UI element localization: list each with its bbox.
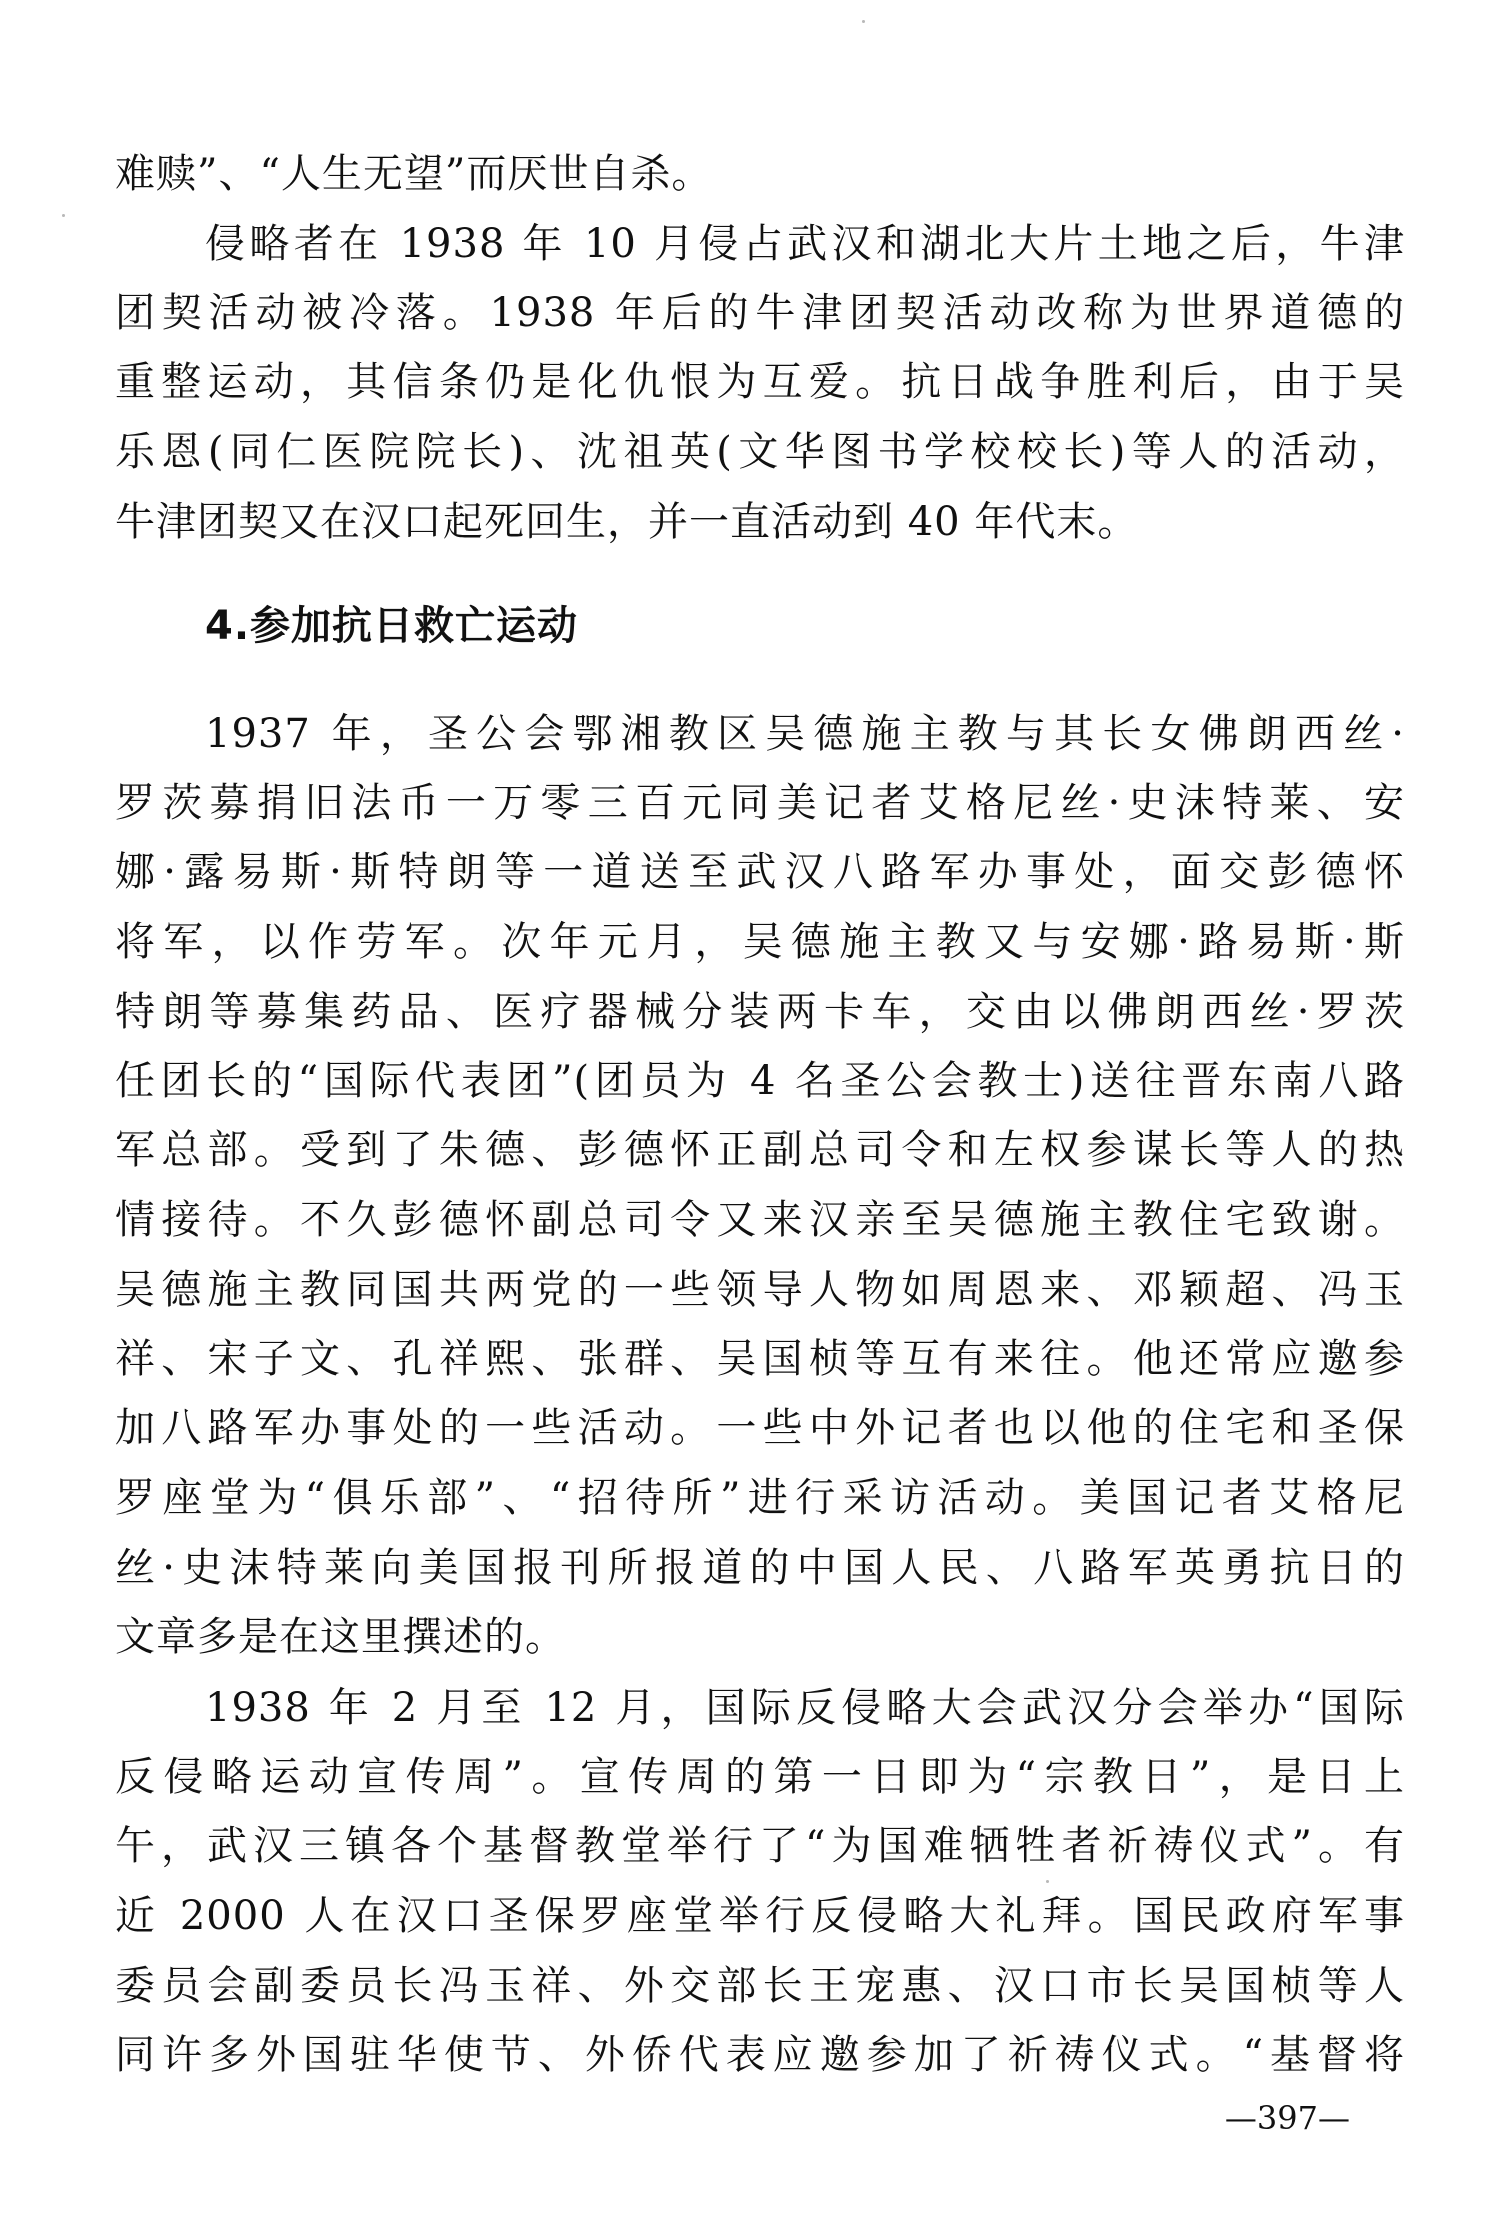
paragraph-line: 1937 年，圣公会鄂湘教区吴德施主教与其长女佛朗西丝· xyxy=(205,711,1405,757)
paragraph-line: 反侵略运动宣传周”。宣传周的第一日即为“宗教日”，是日上 xyxy=(115,1754,1405,1800)
paragraph-line: 侵略者在 1938 年 10 月侵占武汉和湖北大片土地之后，牛津 xyxy=(205,221,1405,267)
paragraph-line: 祥、宋子文、孔祥熙、张群、吴国桢等互有来往。他还常应邀参 xyxy=(115,1336,1405,1382)
paragraph-line: 午，武汉三镇各个基督教堂举行了“为国难牺牲者祈祷仪式”。有 xyxy=(115,1823,1405,1869)
paragraph-line: 军总部。受到了朱德、彭德怀正副总司令和左权参谋长等人的热 xyxy=(115,1127,1405,1173)
section-heading: 4.参加抗日救亡运动 xyxy=(205,603,579,649)
paragraph-line: 牛津团契又在汉口起死回生，并一直活动到 40 年代末。 xyxy=(115,499,1139,545)
paragraph-line: 情接待。不久彭德怀副总司令又来汉亲至吴德施主教住宅致谢。 xyxy=(115,1197,1405,1243)
paragraph-line: 将军，以作劳军。次年元月，吴德施主教又与安娜·路易斯·斯 xyxy=(115,919,1405,965)
scan-speck xyxy=(62,214,65,217)
paragraph-line: 罗座堂为“俱乐部”、“招待所”进行采访活动。美国记者艾格尼 xyxy=(115,1475,1405,1521)
paragraph-line: 近 2000 人在汉口圣保罗座堂举行反侵略大礼拜。国民政府军事 xyxy=(115,1893,1405,1939)
paragraph-line: 重整运动，其信条仍是化仇恨为互爱。抗日战争胜利后，由于吴 xyxy=(115,359,1405,405)
paragraph-line: 1938 年 2 月至 12 月，国际反侵略大会武汉分会举办“国际 xyxy=(205,1685,1405,1731)
paragraph-line: 特朗等募集药品、医疗器械分装两卡车，交由以佛朗西丝·罗茨 xyxy=(115,989,1405,1035)
scan-speck xyxy=(862,20,865,23)
paragraph-line: 任团长的“国际代表团”(团员为 4 名圣公会教士)送往晋东南八路 xyxy=(115,1058,1405,1104)
paragraph-line: 罗茨募捐旧法币一万零三百元同美记者艾格尼丝·史沫特莱、安 xyxy=(115,780,1405,826)
scan-speck xyxy=(1046,1880,1049,1883)
paragraph-line: 同许多外国驻华使节、外侨代表应邀参加了祈祷仪式。“基督将 xyxy=(115,2032,1405,2078)
paragraph-line: 团契活动被冷落。1938 年后的牛津团契活动改称为世界道德的 xyxy=(115,290,1405,336)
paragraph-line: 文章多是在这里撰述的。 xyxy=(115,1614,566,1660)
paragraph-line: 委员会副委员长冯玉祥、外交部长王宠惠、汉口市长吴国桢等人 xyxy=(115,1963,1405,2009)
page-number: —397— xyxy=(1224,2099,1350,2137)
paragraph-line: 乐恩(同仁医院院长)、沈祖英(文华图书学校校长)等人的活动， xyxy=(115,429,1405,475)
paragraph-line: 难赎”、“人生无望”而厌世自杀。 xyxy=(115,151,713,197)
paragraph-line: 吴德施主教同国共两党的一些领导人物如周恩来、邓颖超、冯玉 xyxy=(115,1267,1405,1313)
paragraph-line: 加八路军办事处的一些活动。一些中外记者也以他的住宅和圣保 xyxy=(115,1405,1405,1451)
paragraph-line: 娜·露易斯·斯特朗等一道送至武汉八路军办事处，面交彭德怀 xyxy=(115,849,1405,895)
paragraph-line: 丝·史沫特莱向美国报刊所报道的中国人民、八路军英勇抗日的 xyxy=(115,1545,1405,1591)
